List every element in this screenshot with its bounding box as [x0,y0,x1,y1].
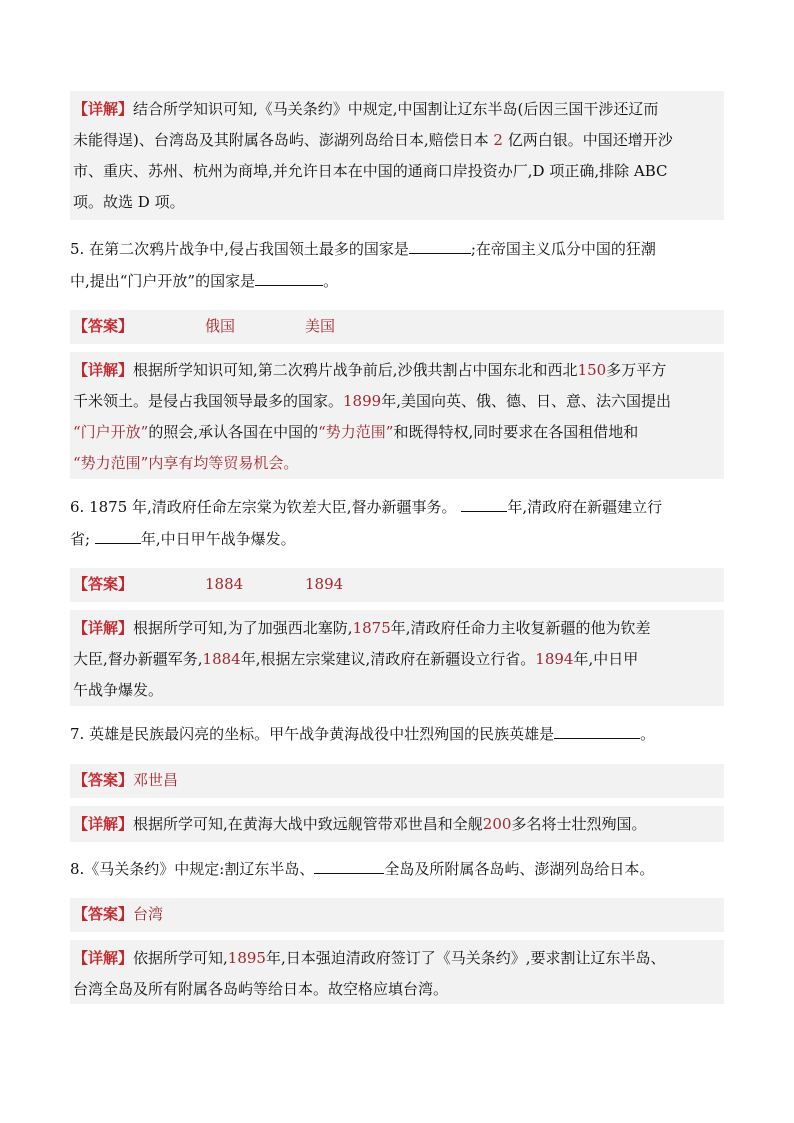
blank [461,496,507,512]
blank [554,723,640,739]
detail-label: 【详解】 [73,100,134,118]
answer-value: 1884 [205,575,244,593]
answer-label: 【答案】 [73,905,134,923]
answer-value: 邓世昌 [133,771,179,789]
item4-detail-line2: 未能得逞)、台湾岛及其附属各岛屿、澎湖列岛给日本,赔偿日本 2 亿两白银。中国还增开沙 [73,131,673,149]
answer-value: 台湾 [133,905,164,923]
q6-detail-box: 【详解】根据所学可知,为了加强西北塞防,1875年,清政府任命力主收复新疆的他为钦差 大臣,督办新疆军务,1884年,根据左宗棠建议,清政府在新疆设立行省。1894年,中日甲 午战争爆发。 [70,610,724,706]
q7-detail-box: 【详解】根据所学可知,在黄海大战中致远舰管带邓世昌和全舰200多名将士壮烈殉国。 [70,806,724,842]
detail-label: 【详解】 [73,619,134,637]
detail-label: 【详解】 [73,815,134,833]
q5-detail-box: 【详解】根据所学知识可知,第二次鸦片战争前后,沙俄共割占中国东北和西北150多万平方 千米领土。是侵占我国领导最多的国家。1899年,美国向英、俄、德、日、意、法六国提出 “门户开放”的照会,承认各国在中国的“势力范围”和既得特权,同时要求在各国租借地和 “势力范围”内享有均等贸易机会。 [70,352,724,479]
answer-label: 【答案】 [73,771,134,789]
question-6-line1: 6. 1875 年,清政府任命左宗棠为钦差大臣,督办新疆事务。 年,清政府在新疆建立行 [70,498,663,516]
blank [255,270,323,286]
item4-detail-line4: 项。故选 D 项。 [73,193,185,211]
answer-value: 俄国 [205,317,236,335]
answer-value: 美国 [305,317,336,335]
question-5-line1: 5. 在第二次鸦片战争中,侵占我国领土最多的国家是 ;在帝国主义瓜分中国的狂潮 [70,240,656,258]
item4-detail-box [70,91,724,220]
q6-answer-box [70,568,724,602]
question-7-line1: 7. 英雄是民族最闪亮的坐标。甲午战争黄海战役中壮烈殉国的民族英雄是 。 [70,725,656,743]
q5-answer-box [70,310,724,344]
blank [95,528,141,544]
item4-detail-line3: 市、重庆、苏州、杭州为商埠,并允许日本在中国的通商口岸投资办厂,D 项正确,排除 ABC [73,162,668,180]
detail-label: 【详解】 [73,949,134,967]
question-8-line1: 8.《马关条约》中规定:割辽东半岛、 全岛及所附属各岛屿、澎湖列岛给日本。 [70,860,655,878]
blank [409,238,471,254]
blank [314,858,384,874]
question-5-line2: 中,提出“门户开放”的国家是 。 [70,272,339,290]
detail-label: 【详解】 [73,361,134,379]
answer-label: 【答案】 [73,317,134,335]
q8-answer-box [70,898,724,932]
answer-value: 1894 [305,575,344,593]
item4-detail-line1: 【详解】结合所学知识可知,《马关条约》中规定,中国割让辽东半岛(后因三国干涉还辽而 [73,100,659,118]
question-6-line2: 省; 年,中日甲午战争爆发。 [70,530,296,548]
q7-answer-box [70,764,724,798]
answer-label: 【答案】 [73,575,134,593]
q8-detail-box: 【详解】依据所学可知,1895年,日本强迫清政府签订了《马关条约》,要求割让辽东半岛、 台湾全岛及所有附属各岛屿等给日本。故空格应填台湾。 [70,940,724,1004]
